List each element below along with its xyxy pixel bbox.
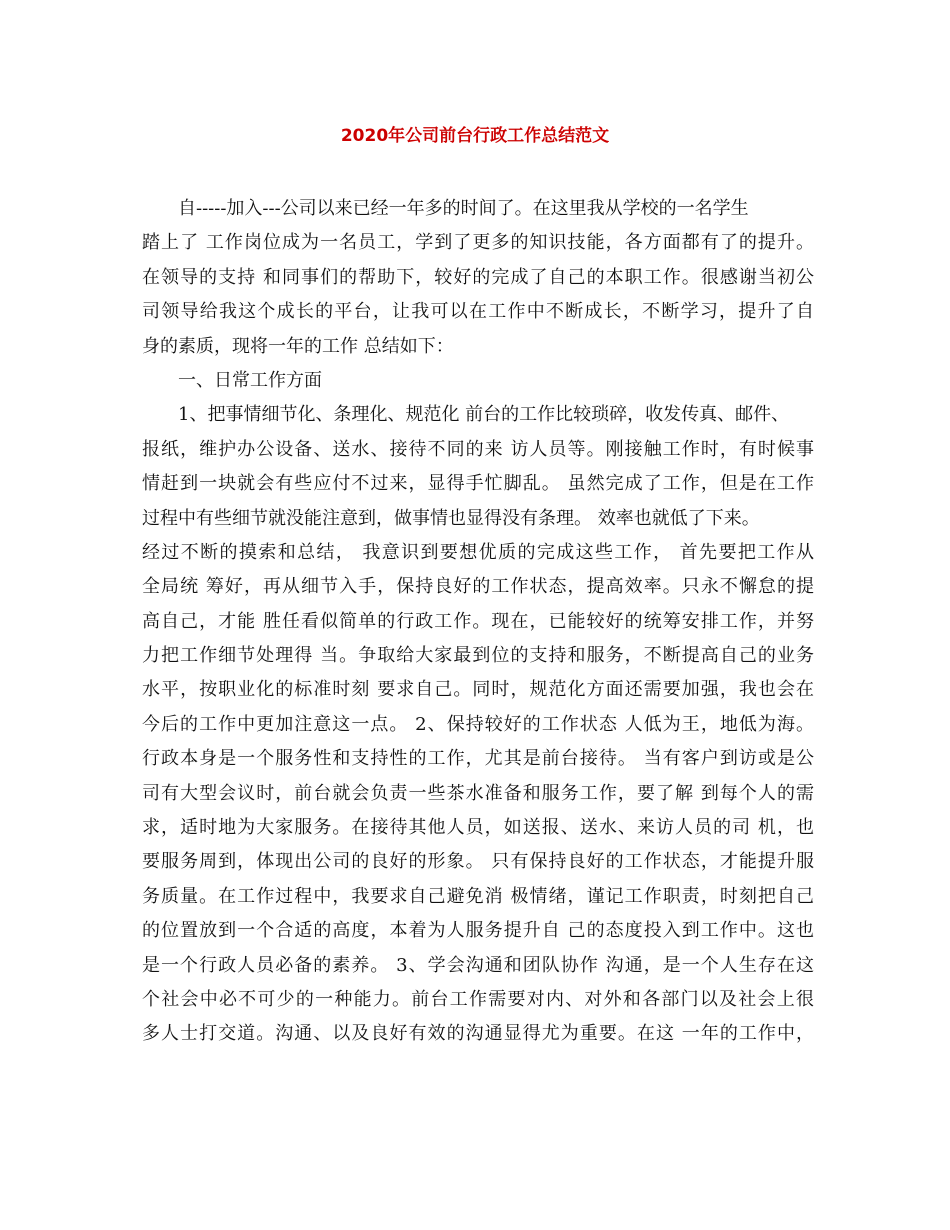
- paragraph-line: 要服务周到，体现出公司的良好的形象。 只有保持良好的工作状态，才能提升服: [142, 851, 814, 873]
- paragraph-line: 力把工作细节处理得 当。争取给大家最到位的支持和服务，不断提高自己的业务: [142, 645, 814, 667]
- document-title: 2020年公司前台行政工作总结范文: [340, 126, 610, 146]
- paragraph-line: 的位置放到一个合适的高度，本着为人服务提升自 己的态度投入到工作中。这也: [142, 920, 814, 942]
- paragraph-line: 身的素质，现将一年的工作 总结如下：: [142, 335, 454, 357]
- paragraph-line: 在领导的支持 和同事们的帮助下，较好的完成了自己的本职工作。很感谢当初公: [142, 266, 814, 288]
- paragraph-line: 是一个行政人员必备的素养。 3、学会沟通和团队协作 沟通，是一个人生存在这: [142, 954, 814, 976]
- paragraph-line: 水平，按职业化的标准时刻 要求自己。同时，规范化方面还需要加强，我也会在: [142, 679, 814, 701]
- paragraph-line: 经过不断的摸索和总结， 我意识到要想优质的完成这些工作， 首先要把工作从: [142, 541, 814, 563]
- section-heading: 一、日常工作方面: [178, 369, 322, 391]
- paragraph-line: 今后的工作中更加注意这一点。 2、保持较好的工作状态 人低为王，地低为海。: [142, 713, 814, 735]
- paragraph-line: 司有大型会议时，前台就会负责一些茶水准备和服务工作，要了解 到每个人的需: [142, 782, 814, 804]
- paragraph-line: 全局统 筹好，再从细节入手，保持良好的工作状态，提高效率。只永不懈怠的提: [142, 576, 814, 598]
- paragraph-line: 1、把事情细节化、条理化、规范化 前台的工作比较琐碎，收发传真、邮件、: [178, 404, 790, 426]
- document-body: [142, 192, 814, 1052]
- paragraph-line: 行政本身是一个服务性和支持性的工作，尤其是前台接待。 当有客户到访或是公: [142, 748, 814, 770]
- paragraph-line: 情赶到一块就会有些应付不过来，显得手忙脚乱。 虽然完成了工作，但是在工作: [142, 473, 814, 495]
- paragraph-line: 个社会中必不可少的一种能力。前台工作需要对内、对外和各部门以及社会上很: [142, 988, 814, 1010]
- paragraph-line: 求，适时地为大家服务。在接待其他人员，如送报、送水、来访人员的司 机，也: [142, 817, 814, 839]
- paragraph-line: 过程中有些细节就没能注意到，做事情也显得没有条理。 效率也就低了下来。: [142, 507, 760, 529]
- paragraph-line: 司领导给我这个成长的平台，让我可以在工作中不断成长，不断学习，提升了自: [142, 301, 814, 323]
- paragraph-line: 自-----加入---公司以来已经一年多的时间了。在这里我从学校的一名学生: [178, 198, 749, 219]
- paragraph-line: 多人士打交道。沟通、以及良好有效的沟通显得尤为重要。在这 一年的工作中，: [142, 1023, 814, 1045]
- paragraph-line: 踏上了 工作岗位成为一名员工，学到了更多的知识技能，各方面都有了的提升。: [142, 232, 814, 254]
- paragraph-line: 报纸，维护办公设备、送水、接待不同的来 访人员等。刚接触工作时，有时候事: [142, 438, 814, 460]
- paragraph-line: 高自己，才能 胜任看似简单的行政工作。现在，已能较好的统筹安排工作，并努: [142, 610, 814, 632]
- paragraph-line: 务质量。在工作过程中，我要求自己避免消 极情绪，谨记工作职责，时刻把自己: [142, 885, 814, 907]
